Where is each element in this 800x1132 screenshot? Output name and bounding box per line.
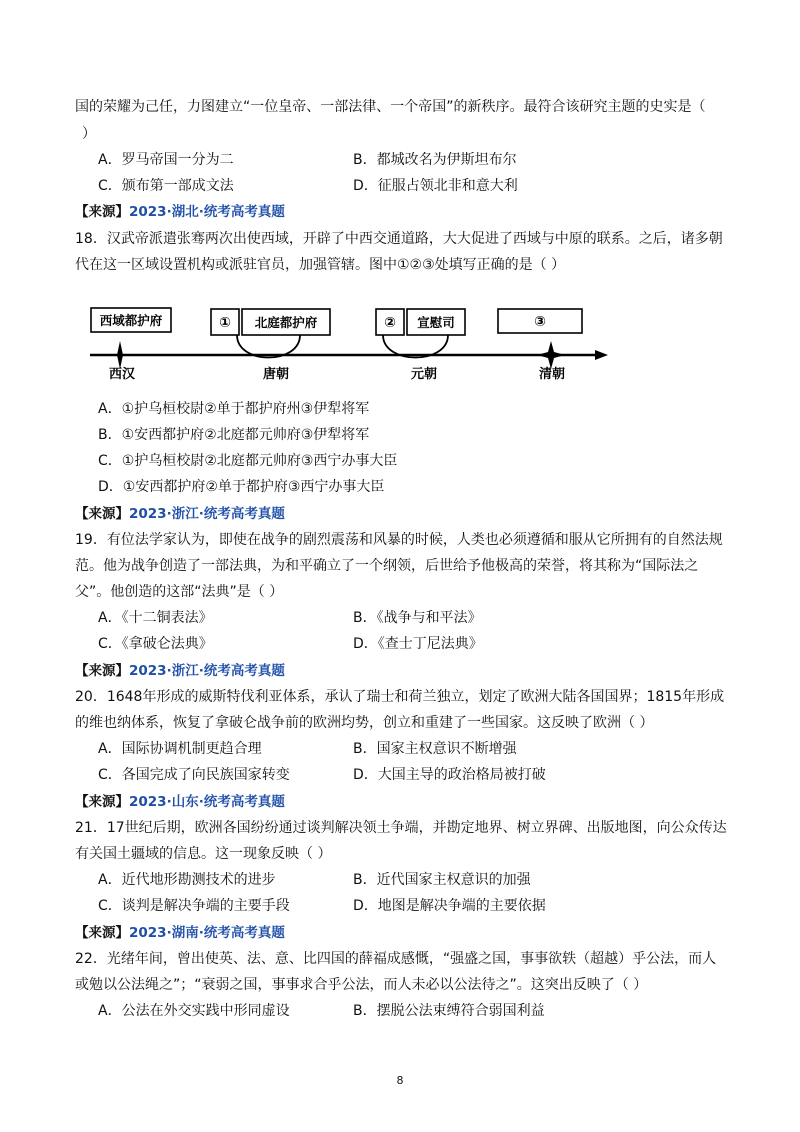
q19-option-b: B．《战争与和平法》 — [353, 610, 482, 626]
q18-option-a: A．①护乌桓校尉②单于都护府州③伊犁将军 — [98, 401, 370, 417]
q17-stem-line2: ） — [82, 126, 96, 142]
source-text: 2023·浙江·统考高考真题 — [129, 506, 285, 522]
q18-stem-line1: 18．汉武帝派遣张骞两次出使西域，开辟了中西交通道路，大大促进了西域与中原的联系。之后，诸多朝 — [75, 231, 723, 247]
q21-source — [75, 923, 285, 943]
q19-source — [75, 661, 285, 681]
era-yuan: 元朝 — [410, 367, 438, 382]
box-xuanwei-label: 宣慰司 — [417, 315, 455, 330]
source-bracket: 【来源】 — [75, 663, 129, 679]
source-text: 2023·湖南·统考高考真题 — [129, 925, 285, 941]
q17-option-a: A．罗马帝国一分为二 — [98, 152, 234, 168]
q17-source — [75, 202, 285, 222]
q19-option-c: C．《拿破仑法典》 — [98, 636, 213, 652]
num2-label: ② — [384, 315, 396, 331]
q21-option-d: D．地图是解决争端的主要依据 — [353, 898, 546, 914]
q18-option-c: C．①护乌桓校尉②北庭都元帅府③西宁办事大臣 — [98, 453, 398, 469]
q21-option-a: A．近代地形勘测技术的进步 — [98, 872, 276, 888]
q20-stem-line1: 20．1648年形成的威斯特伐利亚体系，承认了瑞士和荷兰独立，划定了欧洲大陆各国国界；1815年形成 — [75, 689, 725, 705]
q21-stem-line2: 有关国土疆域的信息。这一现象反映（ ） — [75, 846, 332, 862]
q22-option-b: B．摆脱公法束缚符合弱国利益 — [353, 1003, 545, 1019]
q20-option-c: C．各国完成了向民族国家转变 — [98, 767, 290, 783]
num3-label: ③ — [534, 314, 546, 330]
q19-stem-line1: 19．有位法学家认为，即使在战争的剧烈震荡和风暴的时候，人类也必须遵循和服从它所拥有的自然法规 — [75, 532, 723, 548]
marker-xihan — [117, 341, 123, 369]
q18-option-b: B．①安西都护府②北庭都元帅府③伊犁将军 — [98, 427, 370, 443]
q17-option-b: B．都城改名为伊斯坦布尔 — [353, 152, 517, 168]
q19-option-a: A．《十二铜表法》 — [98, 610, 213, 626]
q20-option-b: B．国家主权意识不断增强 — [353, 741, 517, 757]
marker-qing — [537, 341, 565, 369]
q22-stem-line2: 或勉以公法绳之”；“衰弱之国，事事求合乎公法，而人未必以公法待之”。这突出反映了（ ） — [75, 977, 648, 993]
era-tang: 唐朝 — [262, 367, 290, 382]
era-qing: 清朝 — [538, 367, 566, 382]
q18-source — [75, 504, 285, 524]
source-text: 2023·浙江·统考高考真题 — [129, 663, 285, 679]
source-bracket: 【来源】 — [75, 506, 129, 522]
q21-option-b: B．近代国家主权意识的加强 — [353, 872, 531, 888]
era-xihan: 西汉 — [108, 367, 136, 382]
q19-stem-line2: 范。他为战争创造了一部法典，为和平确立了一个纲领，后世给予他极高的荣誉，将其称为“国际法之 — [75, 558, 699, 574]
box-beiting-label: 北庭都护府 — [254, 315, 318, 330]
timeline-arrowhead — [595, 350, 608, 360]
q19-option-d: D．《查士丁尼法典》 — [353, 636, 483, 652]
page-number: 8 — [396, 1074, 404, 1087]
q22-option-a: A．公法在外交实践中形同虚设 — [98, 1003, 290, 1019]
source-bracket: 【来源】 — [75, 204, 129, 220]
q20-source — [75, 792, 285, 812]
q18-timeline-figure — [80, 298, 620, 384]
q18-option-d: D．①安西都护府②单于都护府③西宁办事大臣 — [98, 479, 385, 495]
q17-option-c: C．颁布第一部成文法 — [98, 178, 234, 194]
source-text: 2023·山东·统考高考真题 — [129, 794, 285, 810]
q19-stem-line3: 父”。他创造的这部“法典”是（ ） — [75, 584, 284, 600]
source-bracket: 【来源】 — [75, 794, 129, 810]
q20-option-a: A．国际协调机制更趋合理 — [98, 741, 262, 757]
q22-stem-line1: 22．光绪年间，曾出使英、法、意、比四国的薛福成感慨，“强盛之国，事事欲轶（超越）乎公法，而人 — [75, 951, 717, 967]
source-bracket: 【来源】 — [75, 925, 129, 941]
q17-stem-line1: 国的荣耀为己任，力图建立“一位皇帝、一部法律、一个帝国”的新秩序。最符合该研究主题的史实是（ — [75, 99, 706, 115]
q18-stem-line2: 代在这一区域设置机构或派驻官员，加强管辖。图中①②③处填写正确的是（ ） — [75, 257, 566, 273]
q20-option-d: D．大国主导的政治格局被打破 — [353, 767, 546, 783]
q21-stem-line1: 21．17世纪后期，欧洲各国纷纷通过谈判解决领土争端，并勘定地界、树立界碑、出版地图，向公众传达 — [75, 820, 727, 836]
source-text: 2023·湖北·统考高考真题 — [129, 204, 285, 220]
num1-label: ① — [219, 315, 231, 331]
q20-stem-line2: 的维也纳体系，恢复了拿破仑战争前的欧洲均势，创立和重建了一些国家。这反映了欧洲（ ） — [75, 715, 654, 731]
box-xiyu-label: 西域都护府 — [99, 313, 163, 328]
q21-option-c: C．谈判是解决争端的主要手段 — [98, 898, 290, 914]
q17-option-d: D．征服占领北非和意大利 — [353, 178, 518, 194]
